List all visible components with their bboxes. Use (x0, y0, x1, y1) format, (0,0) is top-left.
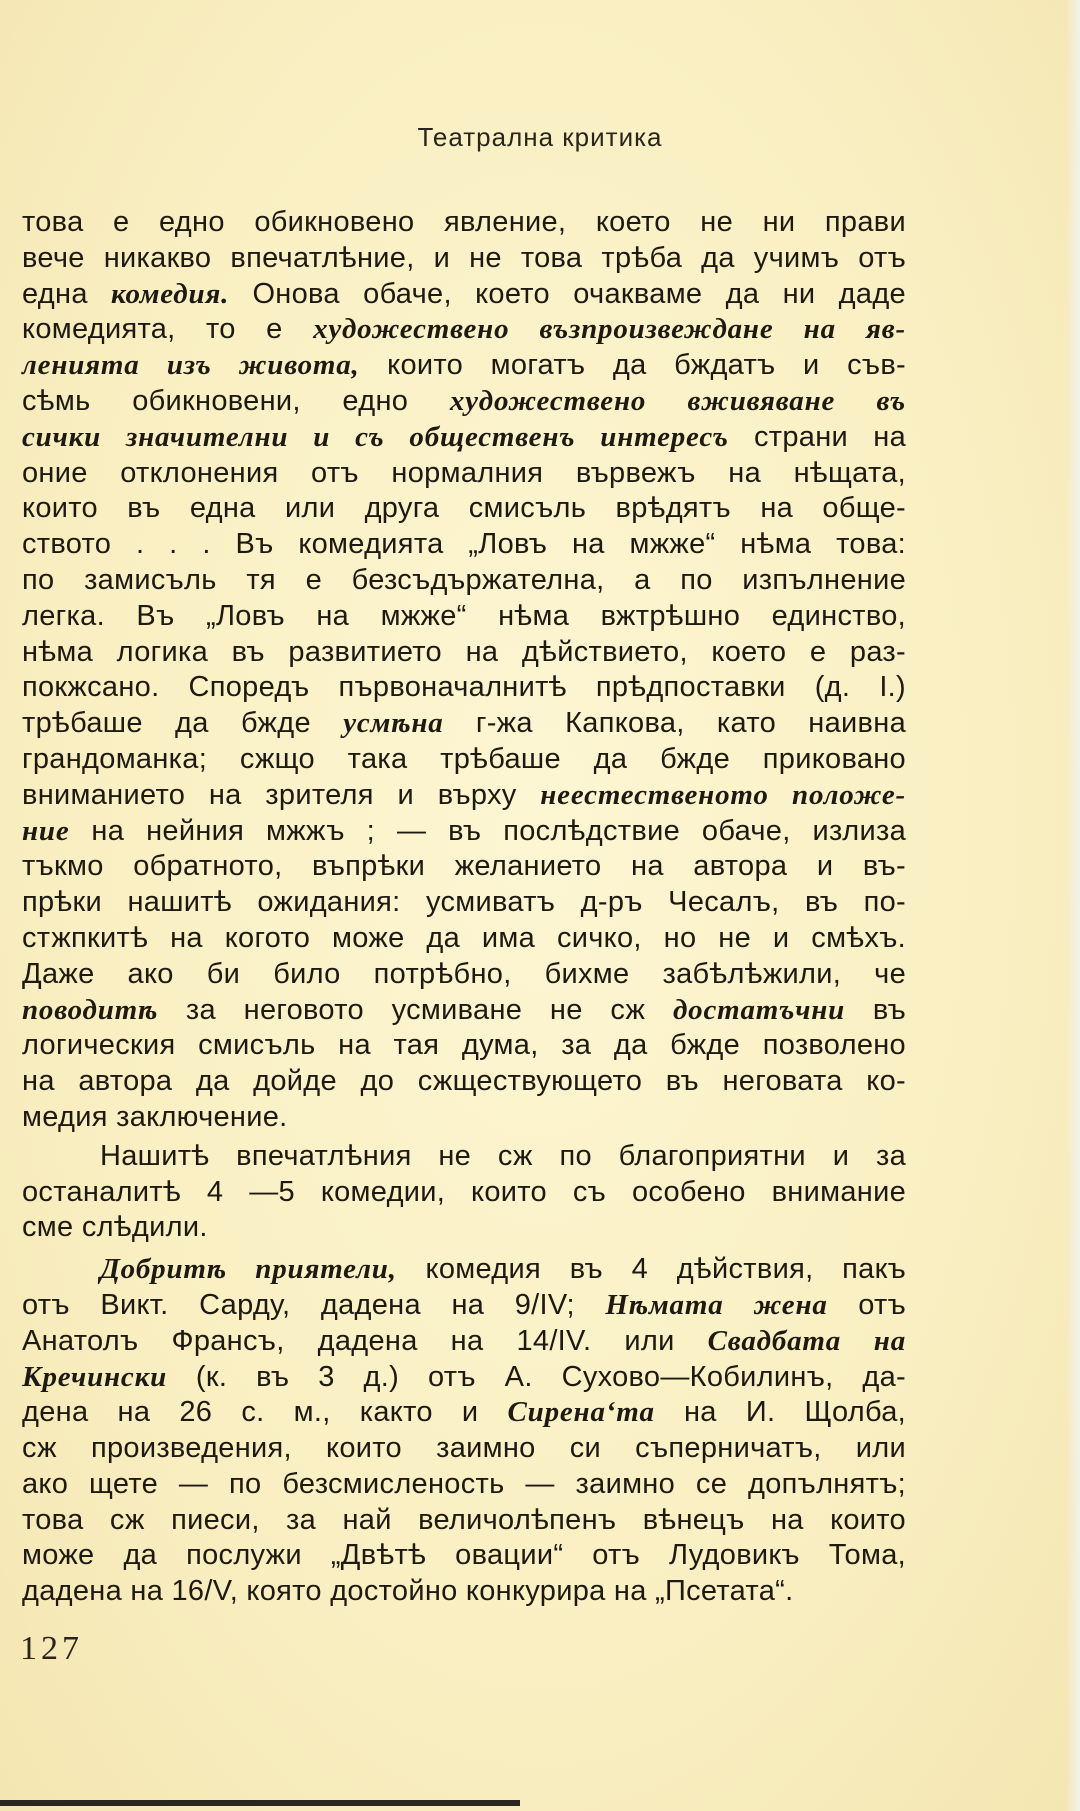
text-span: нѣма логика въ развитието на дѣйствието, което е раз- (22, 635, 906, 668)
text-line (22, 670, 906, 706)
text-span: медия заключение. (22, 1100, 288, 1133)
text-span: останалитѣ 4 —5 комедии, които съ особено внимание (22, 1175, 906, 1208)
text-line (22, 205, 906, 241)
text-line (22, 420, 906, 456)
text-line (22, 527, 906, 563)
text-line (22, 1064, 906, 1100)
text-line (22, 1288, 906, 1324)
italic-phrase: ние (22, 814, 70, 847)
text-line (22, 1431, 906, 1467)
italic-phrase: Кречински (22, 1360, 168, 1393)
text-span: вниманието на зрителя и върху (22, 778, 541, 811)
italic-phrase: Свадбата на (707, 1324, 906, 1357)
text-line (22, 491, 906, 527)
text-line (22, 1210, 906, 1246)
text-span: на И. Щолба, (654, 1396, 906, 1429)
text-line (22, 277, 906, 313)
text-span: грандоманка; сжщо така трѣбаше да бжде приковано (22, 742, 906, 775)
text-span: Даже ако би било потрѣбно, бихме забѣлѣжили, че (22, 957, 906, 990)
text-span: логическия смисъль на тая дума, за да бжде позволено (22, 1029, 906, 1062)
body-text (22, 205, 906, 1610)
text-span: това сж пиеси, за най величолѣпенъ вѣнецъ на които (22, 1503, 906, 1536)
text-line (22, 957, 906, 993)
text-span: дена на 26 с. м., както и (22, 1396, 508, 1429)
text-line (22, 849, 906, 885)
italic-phrase: сички значителни и съ общественъ интересъ (22, 420, 729, 453)
text-line (22, 1503, 906, 1539)
text-span: ството . . . Въ комедията „Ловъ на мжже“ нѣма това: (22, 528, 906, 561)
text-span: отъ (827, 1288, 907, 1321)
text-span: на нейния мжжъ ; — въ послѣдствие обаче, излиза (69, 814, 906, 847)
text-span: легка. Въ „Ловъ на мжже“ нѣма вжтрѣшно единство, (22, 599, 906, 632)
text-line (22, 456, 906, 492)
text-line (22, 885, 906, 921)
bottom-rule (0, 1800, 520, 1806)
text-line (22, 814, 906, 850)
text-line (22, 1395, 906, 1431)
italic-phrase: поводитѣ (22, 993, 159, 1026)
text-span: покжсано. Споредъ първоначалнитѣ прѣдпоставки (д. I.) (22, 671, 906, 704)
text-span: сѣмь обикновени, едно (22, 384, 450, 417)
text-span: комедия въ 4 дѣйствия, пакъ (396, 1253, 906, 1286)
text-line (22, 1175, 906, 1211)
text-span: комедията, то е (22, 313, 314, 346)
text-span: които могатъ да бждатъ и съв- (359, 349, 906, 382)
text-line (22, 778, 906, 814)
text-span: вече никакво впечатлѣние, и не това трѣба да учимъ отъ (22, 241, 906, 274)
text-span: стжпкитѣ на когото може да има сичко, но не и смѣхъ. (22, 921, 906, 954)
text-line (22, 742, 906, 778)
text-span: Нашитѣ впечатлѣния не сж по благоприятни и за (100, 1139, 906, 1172)
italic-phrase: художествено вживяване въ (449, 384, 906, 417)
text-line (22, 1100, 906, 1136)
text-line (22, 1139, 906, 1175)
italic-phrase: усмѣна (343, 707, 444, 740)
text-line (22, 384, 906, 420)
text-span: г-жа Капкова, като наивна (443, 707, 907, 740)
text-span: които въ една или друга смисъль врѣдятъ на обще- (22, 492, 906, 525)
text-span: прѣки нашитѣ ожидания: усмиватъ д-ръ Чесалъ, въ по- (22, 886, 906, 919)
text-line (22, 1324, 906, 1360)
text-line (22, 635, 906, 671)
text-line (22, 1538, 906, 1574)
text-line (22, 1028, 906, 1064)
text-line (22, 1574, 906, 1610)
text-span: дадена на 16/V, която достойно конкурира на „Псетата“. (22, 1575, 794, 1608)
text-span: трѣбаше да бжде (22, 707, 344, 740)
text-span: на автора да дойде до сжществующето въ неговата ко- (22, 1065, 906, 1098)
text-span: оние отклонения отъ нормалния вървежъ на нѣщата, (22, 456, 906, 489)
text-line (22, 921, 906, 957)
italic-phrase: комедия. (111, 277, 230, 310)
text-line (22, 1467, 906, 1503)
text-span: Анатолъ Франсъ, дадена на 14/IV. или (22, 1324, 708, 1357)
text-line (22, 993, 906, 1029)
text-span: сж произведения, които заимно си съперничатъ, или (22, 1432, 906, 1465)
italic-phrase: Добритѣ приятели, (100, 1253, 397, 1286)
text-line (22, 706, 906, 742)
text-span: за неговото усмиване не сж (158, 993, 673, 1026)
text-span: отъ Викт. Сарду, дадена на 9/IV; (22, 1288, 606, 1321)
text-span: ако щете — по безсмисленость — заимно се допълнятъ; (22, 1467, 906, 1500)
text-line (22, 348, 906, 384)
text-line (22, 1252, 906, 1288)
page-edge (1066, 0, 1080, 1811)
text-span: една (22, 277, 112, 310)
italic-phrase: ленията изъ живота, (22, 349, 360, 382)
page-number: 127 (20, 1630, 83, 1667)
text-span: това е едно обикновено явление, което не ни прави (22, 206, 906, 238)
text-span: въ (845, 993, 906, 1026)
text-span: страни на (728, 420, 906, 453)
text-line (22, 599, 906, 635)
italic-phrase: Нѣмата жена (605, 1288, 828, 1321)
italic-phrase: художествено възпроизвеждане на яв- (313, 313, 906, 346)
text-span: (к. въ 3 д.) отъ А. Сухово—Кобилинъ, да- (167, 1360, 906, 1393)
text-span: тъкмо обратното, въпрѣки желанието на автора и въ- (22, 850, 906, 883)
text-line (22, 312, 906, 348)
text-line (22, 241, 906, 277)
italic-phrase: Сирена‘та (507, 1396, 655, 1429)
italic-phrase: неестественото положе- (540, 778, 906, 811)
text-line (22, 1360, 906, 1396)
text-span: сме слѣдили. (22, 1211, 208, 1244)
italic-phrase: достатъчни (672, 993, 846, 1026)
text-span: може да послужи „Двѣтѣ овации“ отъ Лудовикъ Тома, (22, 1539, 906, 1572)
running-header: Театрална критика (417, 122, 663, 152)
text-line (22, 563, 906, 599)
text-span: Онова обаче, което очакваме да ни даде (229, 277, 906, 310)
text-span: по замисъль тя е безсъдържателна, а по изпълнение (22, 563, 906, 596)
